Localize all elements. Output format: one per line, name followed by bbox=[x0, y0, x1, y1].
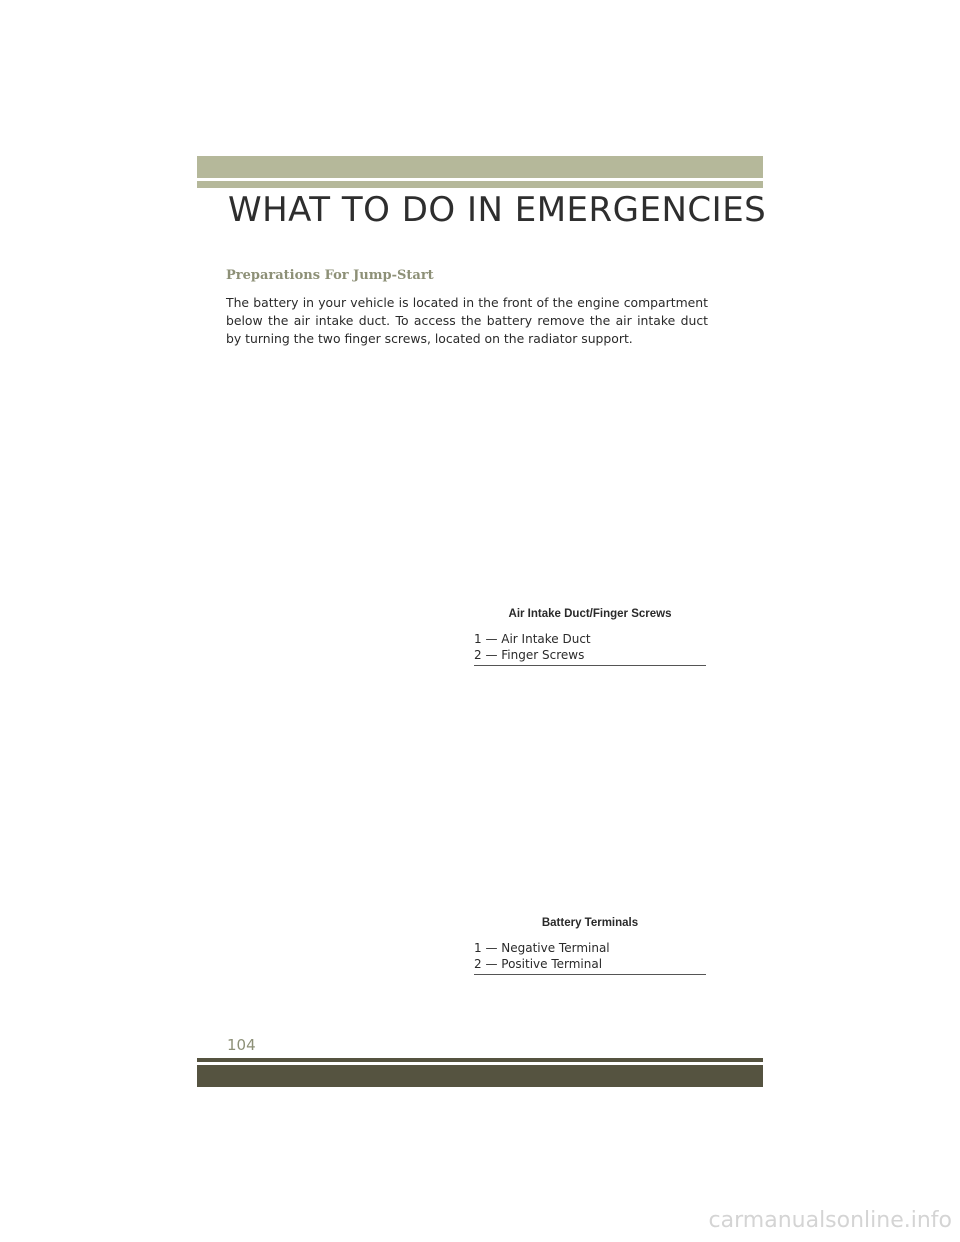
legend-item: 2 — Finger Screws bbox=[474, 648, 585, 662]
legend-item: 2 — Positive Terminal bbox=[474, 957, 603, 971]
figure-caption-battery-terminals: Battery Terminals bbox=[541, 917, 639, 929]
legend-item: 1 — Negative Terminal bbox=[474, 941, 610, 955]
legend-item: 1 — Air Intake Duct bbox=[474, 632, 591, 646]
body-paragraph: The battery in your vehicle is located in the front of the engine compartment below the air intake duct. To access the battery remove the air intake duct by turning the two finger screws, located on the radiator support. bbox=[226, 295, 708, 346]
figure-legend-battery-terminals bbox=[474, 940, 706, 975]
watermark: carmanualsonline.info bbox=[708, 1208, 952, 1233]
footer-band bbox=[197, 1065, 763, 1087]
chapter-title: WHAT TO DO IN EMERGENCIES bbox=[228, 190, 767, 230]
footer-band-divider bbox=[197, 1058, 763, 1062]
figure-caption-air-intake: Air Intake Duct/Finger Screws bbox=[508, 608, 672, 620]
page-number: 104 bbox=[227, 1036, 256, 1054]
header-band bbox=[197, 156, 763, 178]
figure-legend-air-intake bbox=[474, 631, 706, 666]
section-heading: Preparations For Jump-Start bbox=[226, 268, 434, 283]
header-band-divider bbox=[197, 181, 763, 188]
